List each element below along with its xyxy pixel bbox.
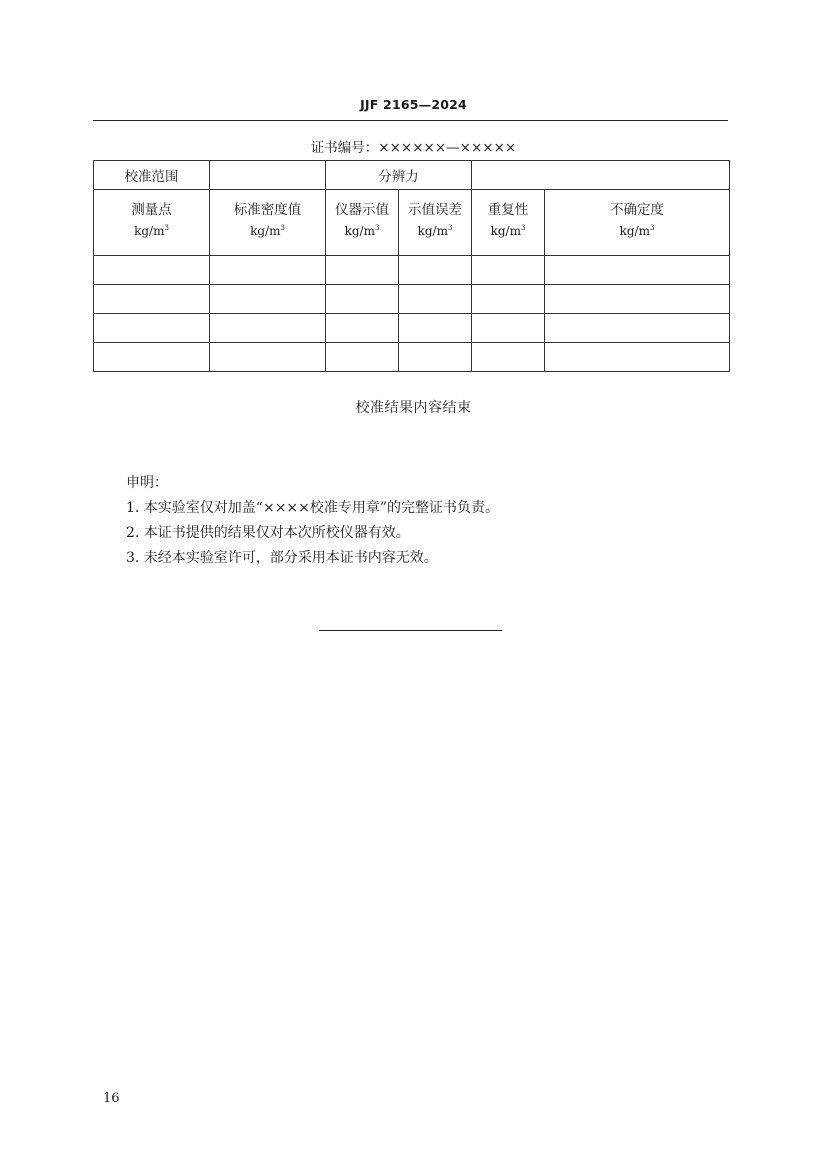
- declaration-item: 3. 未经本实验室许可，部分采用本证书内容无效。: [126, 550, 438, 566]
- results-end-note: 校准结果内容结束: [355, 400, 472, 416]
- table-cell: [326, 256, 399, 285]
- table-cell: [545, 285, 730, 314]
- header-rule: [93, 120, 728, 121]
- certificate-number-value: ××××××—×××××: [378, 140, 517, 156]
- table-cell: [210, 314, 326, 343]
- certificate-number-line: [0, 136, 827, 156]
- column-header: [94, 190, 210, 256]
- column-unit: $kg/m^3$: [619, 224, 655, 238]
- page-number: 16: [103, 1091, 120, 1106]
- declaration-item: 1. 本实验室仅对加盖“××××校准专用章”的完整证书负责。: [126, 500, 500, 516]
- column-header-row: [94, 190, 730, 256]
- table-row: [94, 256, 730, 285]
- table-cell: [94, 285, 210, 314]
- column-name: 不确定度: [610, 202, 664, 218]
- table-row: [94, 343, 730, 372]
- table-cell: [545, 314, 730, 343]
- column-name: 示值误差: [408, 202, 462, 218]
- certificate-number-label: 证书编号：: [310, 140, 379, 156]
- table-cell: [326, 314, 399, 343]
- column-unit: $kg/m^3$: [134, 224, 169, 238]
- table-cell: [94, 314, 210, 343]
- table-cell: [472, 343, 545, 372]
- column-name: 重复性: [487, 202, 529, 218]
- table-cell: [210, 343, 326, 372]
- table-cell: [210, 256, 326, 285]
- table-cell: [399, 285, 472, 314]
- column-unit: $kg/m^3$: [344, 224, 380, 238]
- table-cell: [545, 256, 730, 285]
- table-cell: [472, 285, 545, 314]
- table-cell: [326, 343, 399, 372]
- table-row: [94, 285, 730, 314]
- column-header: [326, 190, 399, 256]
- resolution-label-cell: 分辨力: [326, 161, 472, 190]
- column-header: [545, 190, 730, 256]
- calibration-results-table: [93, 160, 730, 372]
- column-name: 标准密度值: [233, 202, 302, 218]
- table-row: [94, 314, 730, 343]
- range-value-cell: [210, 161, 326, 190]
- table-cell: [399, 256, 472, 285]
- table-cell: [326, 285, 399, 314]
- resolution-value-cell: [472, 161, 730, 190]
- column-name: 测量点: [131, 202, 172, 218]
- standard-code-header: JJF 2165—2024: [360, 97, 467, 112]
- column-unit: $kg/m^3$: [490, 224, 526, 238]
- table-cell: [210, 285, 326, 314]
- table-cell: [472, 314, 545, 343]
- range-resolution-row: [94, 161, 730, 190]
- declaration-item: 2. 本证书提供的结果仅对本次所校仪器有效。: [126, 525, 410, 541]
- declaration: [126, 471, 499, 571]
- declaration-title: 申明：: [126, 475, 168, 491]
- table-cell: [94, 256, 210, 285]
- table-cell: [545, 343, 730, 372]
- table-cell: [94, 343, 210, 372]
- table-cell: [472, 256, 545, 285]
- end-rule: [319, 630, 502, 631]
- table-cell: [399, 314, 472, 343]
- table-cell: [399, 343, 472, 372]
- column-header: [210, 190, 326, 256]
- column-name: 仪器示值: [335, 202, 389, 218]
- column-unit: $kg/m^3$: [250, 224, 285, 238]
- column-unit: $kg/m^3$: [417, 224, 453, 238]
- range-label-cell: 校准范围: [94, 161, 210, 190]
- column-header: [472, 190, 545, 256]
- column-header: [399, 190, 472, 256]
